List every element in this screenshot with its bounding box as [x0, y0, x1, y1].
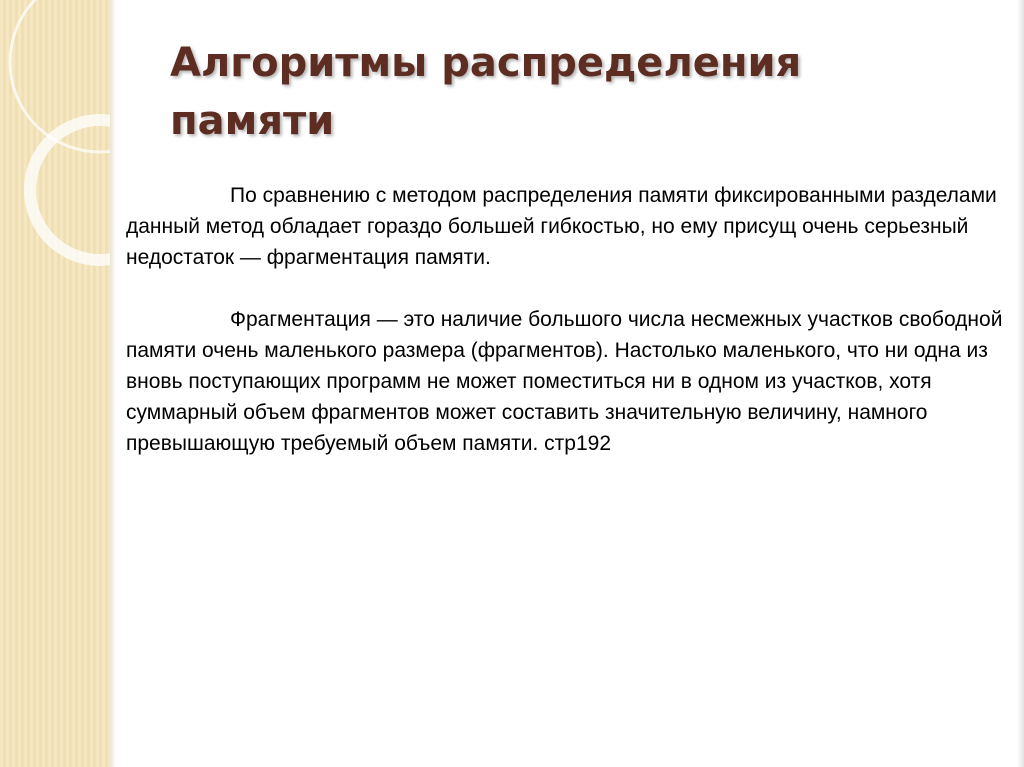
slide-title-line-1: Алгоритмы распределения	[170, 40, 802, 86]
strip-shadow	[110, 0, 116, 767]
slide-body	[126, 180, 1006, 459]
paragraph-fragmentation: Фрагментация — это наличие большого числа несмежных участков свободной памяти очень маленького размера (фрагментов). Настолько маленького, что ни одна из вновь поступающих программ не может поместиться ни в одном из участков, хотя суммарный объем фрагментов может составить значительную величину, намного превышающую требуемый объем памяти. стр192	[126, 308, 1003, 455]
slide-title	[170, 34, 950, 150]
decorative-ring-large	[10, 0, 190, 152]
slide-title-line-2: памяти	[170, 98, 335, 144]
page-edge-shadow	[1017, 0, 1024, 767]
paragraph-comparison: По сравнению с методом распределения памяти фиксированными разделами данный метод обладает гораздо большей гибкостью, но ему присущ очень серьезный недостаток — фрагментация памяти.	[126, 184, 997, 269]
